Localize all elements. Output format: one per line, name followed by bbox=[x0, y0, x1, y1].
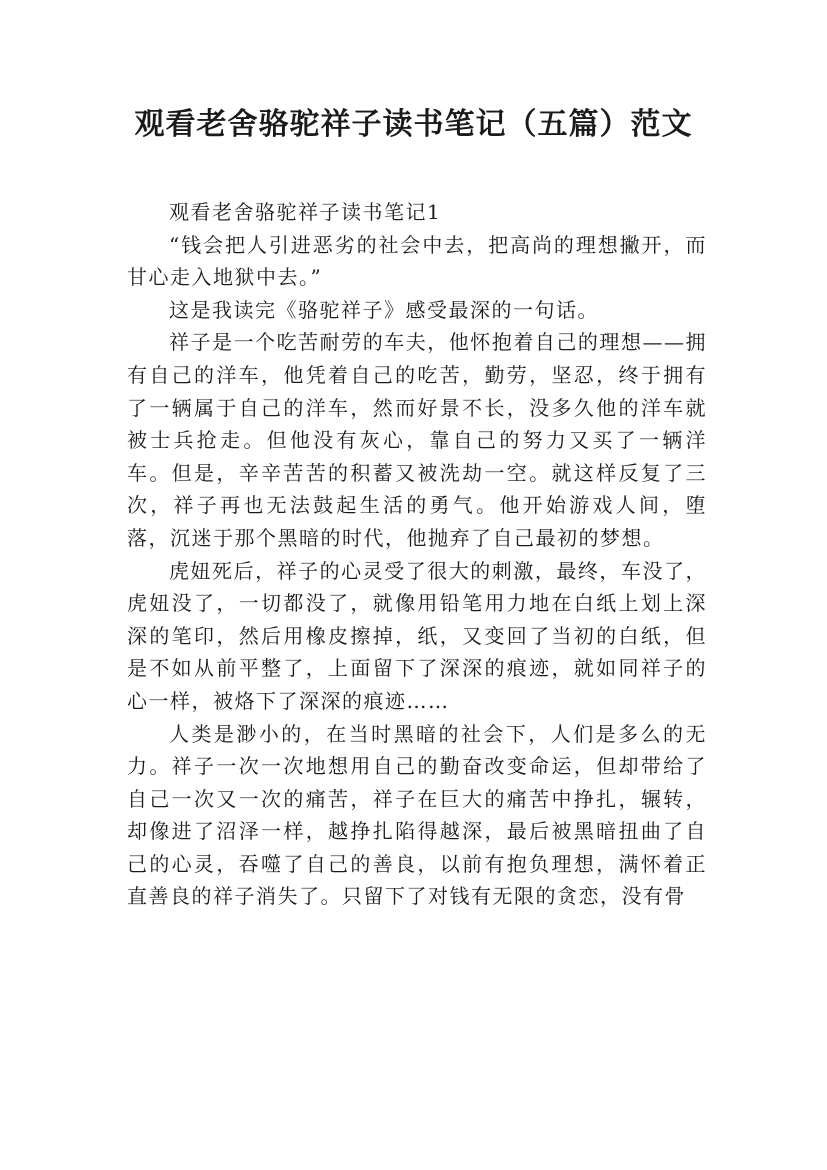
paragraph-story: 祥子是一个吃苦耐劳的车夫，他怀抱着自己的理想——拥有自己的洋车，他凭着自己的吃苦，勤劳，坚忍，终于拥有了一辆属于自己的洋车，然而好景不长，没多久他的洋车就被士兵抢走。但他没有灰心，靠自己的努力又买了一辆洋车。但是，辛辛苦苦的积蓄又被洗劫一空。就这样反复了三次，祥子再也无法鼓起生活的勇气。他开始游戏人间，堕落，沉迷于那个黑暗的时代，他抛弃了自己最初的梦想。 bbox=[127, 330, 707, 550]
document-body bbox=[127, 196, 707, 913]
paragraph-reflection: 人类是渺小的，在当时黑暗的社会下，人们是多么的无力。祥子一次一次地想用自己的勤奋改变命运，但却带给了自己一次又一次的痛苦，祥子在巨大的痛苦中挣扎，辗转，却像进了沼泽一样，越挣扎陷得越深，最后被黑暗扭曲了自己的心灵，吞噬了自己的善良，以前有抱负理想，满怀着正直善良的祥子消失了。只留下了对钱有无限的贪恋，没有骨 bbox=[127, 721, 707, 909]
paragraph-humiu: 虎妞死后，祥子的心灵受了很大的刺激，最终，车没了，虎妞没了，一切都没了，就像用铅笔用力地在白纸上划上深深的笔印，然后用橡皮擦掉，纸，又变回了当初的白纸，但是不如从前平整了，上面留下了深深的痕迹，就如同祥子的心一样，被烙下了深深的痕迹…… bbox=[127, 558, 707, 713]
document-title: 观看老舍骆驼祥子读书笔记（五篇）范文 bbox=[134, 107, 693, 142]
paragraph-quote: “钱会把人引进恶劣的社会中去，把高尚的理想撇开，而甘心走入地狱中去。” bbox=[127, 232, 707, 290]
paragraph-intro: 这是我读完《骆驼祥子》感受最深的一句话。 bbox=[169, 297, 599, 322]
section-heading: 观看老舍骆驼祥子读书笔记1 bbox=[169, 200, 442, 224]
